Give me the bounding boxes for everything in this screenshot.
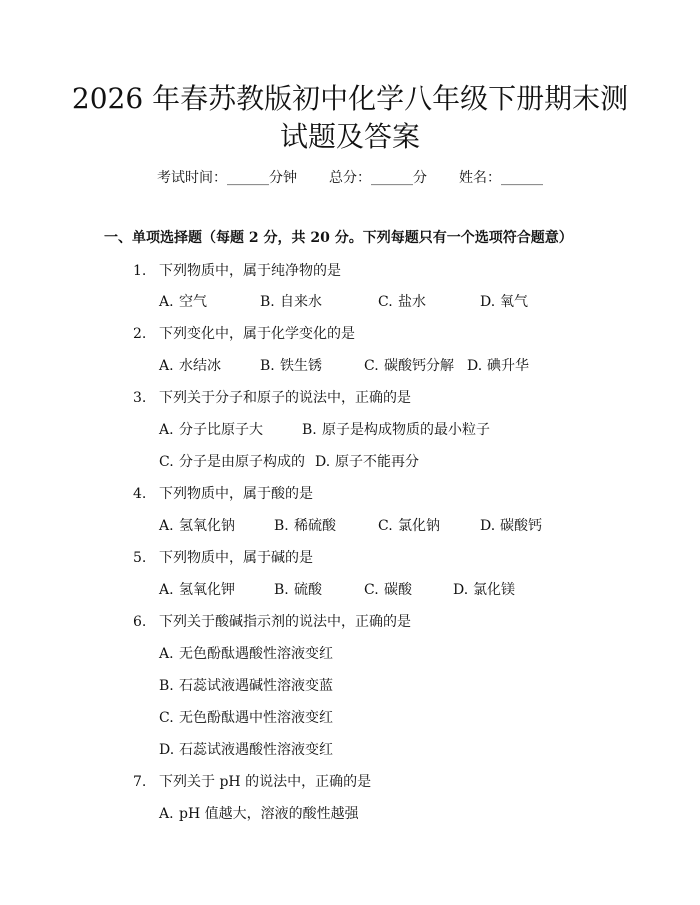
option-b: B. 铁生锈 <box>260 358 322 374</box>
option-a: A. 空气 <box>159 294 207 310</box>
question-text: 下列物质中，属于酸的是 <box>159 486 313 502</box>
option-a: A. 氢氧化钾 <box>159 582 235 598</box>
option-b: B. 石蕊试液遇碱性溶液变蓝 <box>159 678 333 694</box>
option-b: B. 自来水 <box>260 294 322 310</box>
option-c: C. 碳酸 <box>364 582 412 598</box>
question-5 <box>133 548 313 568</box>
question-1 <box>133 261 341 281</box>
option-a: A. 无色酚酞遇酸性溶液变红 <box>159 646 333 662</box>
option-a: A. 氢氧化钠 <box>159 518 235 534</box>
question-number: 3. <box>133 390 147 406</box>
page-title: 2026 年春苏教版初中化学八年级下册期末测 <box>71 82 629 115</box>
option-a: A. 分子比原子大 <box>159 422 263 438</box>
question-7 <box>133 772 371 792</box>
question-2 <box>133 324 355 344</box>
option-b: B. 原子是构成物质的最小粒子 <box>302 422 490 438</box>
option-a: A. 水结冰 <box>159 358 221 374</box>
page-title-line2: 试题及答案 <box>279 120 420 153</box>
question-number: 4. <box>133 486 147 502</box>
option-c: C. 碳酸钙分解 <box>364 358 454 374</box>
question-text: 下列物质中，属于碱的是 <box>159 550 313 566</box>
option-d: D. 氧气 <box>480 294 528 310</box>
option-b: B. 稀硫酸 <box>274 518 336 534</box>
option-c: C. 盐水 <box>378 294 426 310</box>
option-c: C. 氯化钠 <box>378 518 440 534</box>
option-d: D. 原子不能再分 <box>315 454 419 470</box>
exam-time-field: 考试时间：______分钟 <box>157 170 297 186</box>
option-d: D. 石蕊试液遇酸性溶液变红 <box>159 742 333 758</box>
question-text: 下列关于分子和原子的说法中，正确的是 <box>159 390 411 406</box>
question-text: 下列物质中，属于纯净物的是 <box>159 263 341 279</box>
question-text: 下列关于酸碱指示剂的说法中，正确的是 <box>159 614 411 630</box>
option-a: A. pH 值越大，溶液的酸性越强 <box>159 806 359 822</box>
question-number: 5. <box>133 550 147 566</box>
question-number: 1. <box>133 263 147 279</box>
option-c: C. 分子是由原子构成的 <box>159 454 305 470</box>
exam-meta <box>0 168 700 188</box>
question-text: 下列关于 pH 的说法中，正确的是 <box>159 774 372 790</box>
question-3 <box>133 388 411 408</box>
option-b: B. 硫酸 <box>274 582 322 598</box>
question-number: 2. <box>133 326 147 342</box>
question-number: 7. <box>133 774 147 790</box>
question-4 <box>133 484 313 504</box>
question-6 <box>133 612 411 632</box>
option-d: D. 碘升华 <box>467 358 529 374</box>
option-c: C. 无色酚酞遇中性溶液变红 <box>159 710 333 726</box>
option-d: D. 碳酸钙 <box>480 518 542 534</box>
option-d: D. 氯化镁 <box>453 582 515 598</box>
section-heading: 一、单项选择题（每题 2 分，共 20 分。下列每题只有一个选项符合题意） <box>104 230 573 246</box>
student-name-field: 姓名：______ <box>459 170 543 186</box>
question-text: 下列变化中，属于化学变化的是 <box>159 326 355 342</box>
total-score-field: 总分：______分 <box>329 170 427 186</box>
question-number: 6. <box>133 614 147 630</box>
